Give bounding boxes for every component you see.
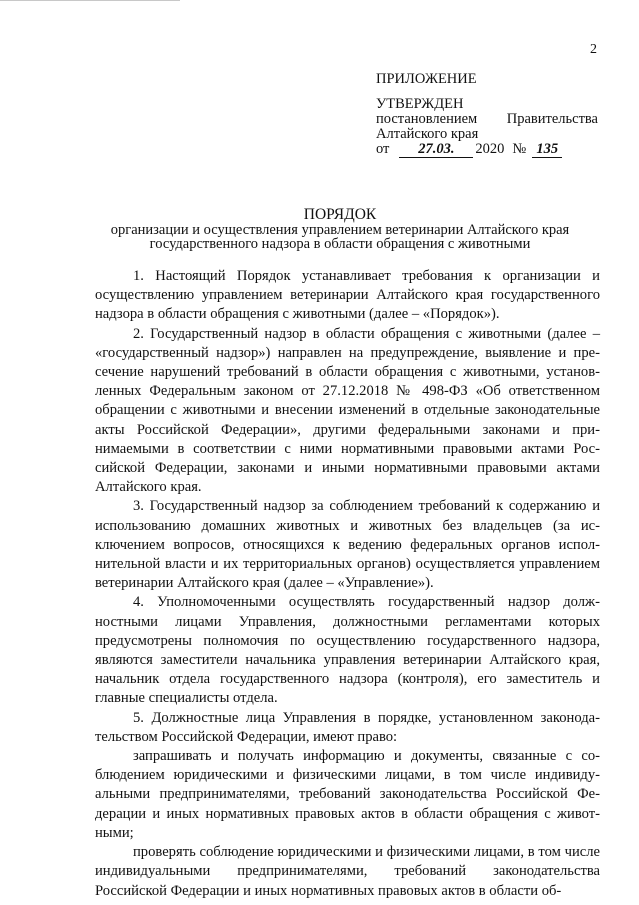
approved-label: УТВЕРЖДЕН <box>376 96 464 112</box>
from-label: от <box>376 141 390 157</box>
paragraph-2: 2. Государственный надзор в области обращения с животными (далее – «государственный надзор») направлен на предупреждение, выявление и пресечение нарушений требований в области обращения с животными, установленных Федеральным законом от 27.12.2018 № 498-ФЗ «Об ответственном обращении с животными и внесении изменений в отдельные законодательные акты Российской Федерации», другими федеральными законами и принимаемыми в соответствии с ними нормативными правовыми актами Российской Федерации, законами и иными нормативными правовыми актами Алтайского края. <box>95 325 600 496</box>
approval-header <box>376 72 598 158</box>
date-number-row <box>376 142 598 158</box>
date-value: 27.03. <box>399 142 473 158</box>
document-title <box>70 208 610 251</box>
document-body <box>95 267 600 901</box>
document-number: 135 <box>532 142 562 158</box>
paragraph-5: 5. Должностные лица Управления в порядке, установленном законодательством Российской Федерации, имеют право: <box>95 709 600 745</box>
region-label: Алтайского края <box>376 126 479 142</box>
resolution-word: постановлением <box>376 111 478 127</box>
scan-artifact-line <box>0 0 180 1</box>
paragraph-5-item-2: проверять соблюдение юридическими и физическими лицами, в том числе индивидуальными предпринимателями, требований законодательства Российской Федерации и иных нормативных правовых актов в области об- <box>95 844 600 899</box>
page-number: 2 <box>590 42 597 57</box>
title-main: ПОРЯДОК <box>303 206 377 223</box>
appendix-label: ПРИЛОЖЕНИЕ <box>376 71 477 87</box>
number-sign: № <box>512 141 527 157</box>
paragraph-5-item-1: запрашивать и получать информацию и документы, связанные с соблюдением юридическими и физическими лицами, в том числе индивидуальными предпринимателями, требований законодательства Российской Федерации и иных нормативных правовых актов в области обращения с животными; <box>95 748 600 841</box>
paragraph-1: 1. Настоящий Порядок устанавливает требования к организации и осуществлению управлением ветеринарии Алтайского края государственного надзора в области обращения с животными (далее – «Порядок»). <box>95 268 600 323</box>
title-subtitle-line-2: государственного надзора в области обращения с животными <box>149 236 531 252</box>
resolution-row <box>376 112 598 127</box>
government-word: Правительства <box>506 111 598 127</box>
paragraph-4: 4. Уполномоченными осуществлять государственный надзор должностными лицами Управления, должностными регламентами которых предусмотрены полномочия по осуществлению государственного надзора, являются заместители начальника управления ветеринарии Алтайского края, начальник отдела государственного надзора (контроля), его заместитель и главные специалисты отдела. <box>95 594 600 707</box>
paragraph-3: 3. Государственный надзор за соблюдением требований к содержанию и использованию домашних животных и животных без владельцев (за исключением вопросов, относящихся к ведению федеральных органов исполнительной власти и их территориальных органов) осуществляется управлением ветеринарии Алтайского края (далее – «Управление»). <box>95 498 600 592</box>
year-value: 2020 <box>475 141 505 157</box>
title-subtitle-line-1: организации и осуществления управлением ветеринарии Алтайского края <box>110 222 570 238</box>
